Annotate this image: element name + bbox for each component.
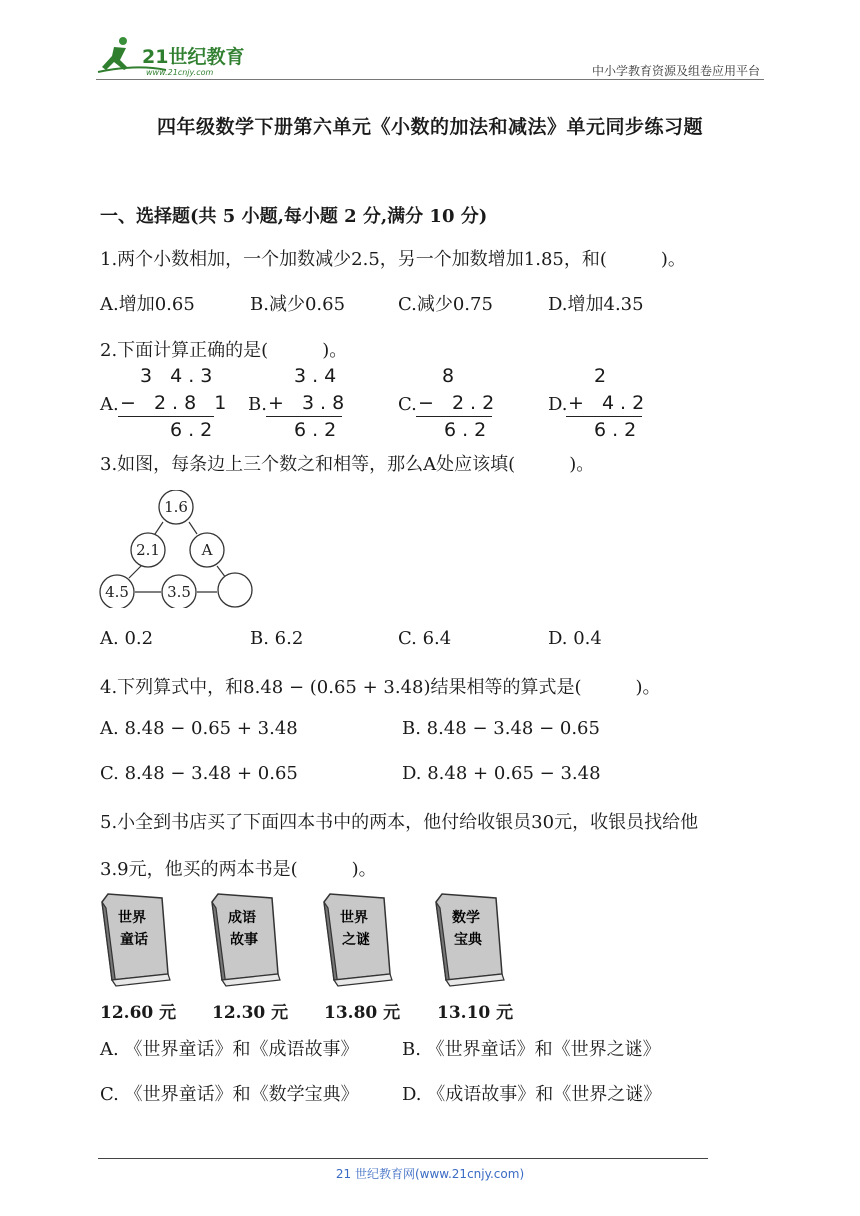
q2-option-d-calc — [566, 365, 651, 443]
book-price: 13.80 元 — [324, 1003, 401, 1023]
calc-rule — [416, 416, 492, 417]
book-price: 12.30 元 — [212, 1003, 289, 1023]
q3-option-b: B. 6.2 — [250, 628, 304, 649]
q4-option-c: C. 8.48 − 3.48 + 0.65 — [100, 763, 298, 784]
book-title-line1: 世界 — [118, 910, 146, 926]
book-title-line1: 世界 — [340, 910, 368, 926]
footer-divider — [98, 1158, 708, 1159]
q1-option-b: B.减少0.65 — [250, 294, 346, 315]
calc-top: 8 — [442, 365, 461, 387]
page-title: 四年级数学下册第六单元《小数的加法和减法》单元同步练习题 — [156, 116, 703, 138]
calc-rule — [566, 416, 642, 417]
calc-operand: − 2.2 — [418, 392, 501, 414]
q2-option-b-label: B. — [248, 394, 267, 415]
question-5-stem-line1: 5.小全到书店买了下面四本书中的两本，他付给收银员30元，收银员找给他 — [100, 812, 699, 833]
calc-operand: + 3.8 — [268, 392, 351, 414]
calc-rule — [266, 416, 342, 417]
calc-result: 6.2 — [594, 419, 643, 441]
calc-result: 6.2 — [444, 419, 493, 441]
logo-text: 21世纪教育 — [142, 46, 245, 68]
calc-top: 3 4.3 — [140, 365, 219, 387]
q4-option-b: B. 8.48 − 3.48 − 0.65 — [402, 718, 600, 739]
calc-top: 3.4 — [294, 365, 343, 387]
q1-option-a: A.增加0.65 — [100, 294, 195, 315]
book-icon — [102, 894, 170, 986]
platform-text: 中小学教育资源及组卷应用平台 — [591, 64, 760, 78]
book-icon — [212, 894, 280, 986]
q2-option-d-label: D. — [548, 394, 568, 415]
book-icon — [324, 894, 392, 986]
book-title-line2: 之谜 — [342, 932, 370, 948]
q1-option-c: C.减少0.75 — [398, 294, 493, 315]
q4-option-d: D. 8.48 + 0.65 − 3.48 — [402, 763, 601, 784]
logo-url: www.21cnjy.com — [146, 68, 214, 77]
node-label: 1.6 — [164, 498, 188, 516]
q2-option-c-calc — [416, 365, 501, 443]
q5-option-b: B. 《世界童话》和《世界之谜》 — [402, 1039, 661, 1060]
q3-option-a: A. 0.2 — [100, 628, 154, 649]
question-2-stem: 2.下面计算正确的是( )。 — [100, 340, 348, 361]
q1-option-d: D.增加4.35 — [548, 294, 644, 315]
book-title-line1: 数学 — [452, 910, 480, 926]
calc-operand: + 4.2 — [568, 392, 651, 414]
book-icon — [436, 894, 504, 986]
q5-option-d: D. 《成语故事》和《世界之谜》 — [402, 1084, 662, 1105]
calc-result: 6.2 — [170, 419, 219, 441]
q3-option-d: D. 0.4 — [548, 628, 602, 649]
q2-option-b-calc — [266, 365, 351, 443]
book-title-line2: 故事 — [230, 932, 258, 948]
question-4-stem: 4.下列算式中，和8.48 − (0.65 + 3.48)结果相等的算式是( )。 — [100, 677, 661, 698]
q5-option-a: A. 《世界童话》和《成语故事》 — [100, 1039, 359, 1060]
q3-option-c: C. 6.4 — [398, 628, 452, 649]
book-images — [96, 890, 526, 990]
node-label: 3.5 — [167, 583, 191, 601]
question-5-stem-line2: 3.9元，他买的两本书是( )。 — [100, 859, 377, 880]
calc-rule — [118, 416, 214, 417]
book-price: 12.60 元 — [100, 1003, 177, 1023]
node-label: 4.5 — [105, 583, 129, 601]
header-divider — [96, 79, 764, 80]
q2-option-a-calc — [118, 365, 233, 443]
calc-result: 6.2 — [294, 419, 343, 441]
q4-option-a: A. 8.48 − 0.65 + 3.48 — [100, 718, 298, 739]
book-title-line1: 成语 — [228, 910, 256, 926]
book-title-line2: 宝典 — [454, 932, 482, 948]
book-title-line2: 童话 — [120, 932, 148, 948]
question-3-stem: 3.如图，每条边上三个数之和相等，那么A处应该填( )。 — [100, 454, 595, 475]
node-label: 2.1 — [136, 541, 160, 559]
q2-option-a-label: A. — [100, 394, 119, 415]
node-bottom-right — [218, 573, 252, 607]
question-1-stem: 1.两个小数相加，一个加数减少2.5，另一个加数增加1.85，和( )。 — [100, 249, 686, 270]
calc-top: 2 — [594, 365, 613, 387]
node-label: A — [201, 541, 213, 559]
calc-operand: − 2.8 1 — [120, 392, 233, 414]
section-heading: 一、选择题(共 5 小题,每小题 2 分,满分 10 分) — [100, 206, 488, 227]
triangle-diagram — [96, 490, 256, 608]
q5-option-c: C. 《世界童话》和《数学宝典》 — [100, 1084, 359, 1105]
footer-text: 21 世纪教育网(www.21cnjy.com) — [335, 1167, 525, 1181]
logo — [96, 34, 266, 80]
q2-option-c-label: C. — [398, 394, 417, 415]
book-price: 13.10 元 — [437, 1003, 514, 1023]
